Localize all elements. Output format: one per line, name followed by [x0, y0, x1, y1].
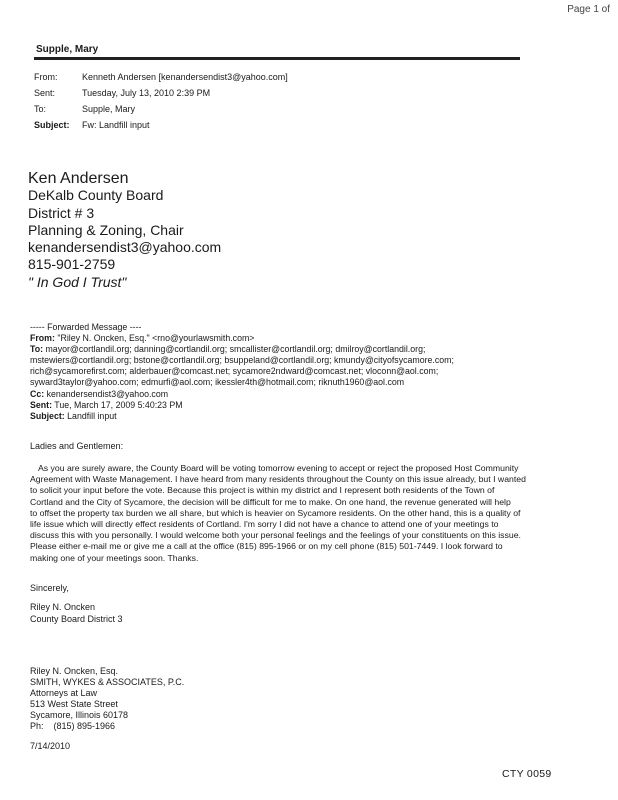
body-line: to solicit your input before the vote. Because this project is within my district and I represent both residents of the Town of — [30, 485, 495, 496]
signature-name: Ken Andersen — [28, 170, 129, 187]
salutation: Ladies and Gentlemen: — [30, 441, 124, 451]
header-to-label: To: — [34, 104, 47, 114]
sign-off: Sincerely, — [30, 583, 69, 593]
forwarded-cc-value: kenandersendist3@yahoo.com — [46, 388, 169, 399]
bates-number: CTY 0059 — [502, 768, 552, 780]
closing-title: County Board District 3 — [30, 613, 123, 624]
forwarded-header — [30, 322, 454, 422]
header-sent-row — [34, 88, 210, 98]
forwarded-to-line: rich@sycamorefirst.com; alderbauer@comcast.net; sycamore2ndward@comcast.net; vloconn@aol.com; — [30, 366, 439, 377]
forwarded-to-row — [30, 344, 454, 355]
body-line: making one of your meetings soon. Thanks. — [30, 552, 199, 563]
firm-phone: Ph: (815) 895-1966 — [30, 721, 116, 731]
header-sent-label: Sent: — [34, 88, 56, 98]
body-line: life issue which will directly effect residents of Cortland. I'm sorry I did not have a chance to attend one of your meetings to — [30, 519, 499, 530]
signature-line: District # 3 — [28, 204, 95, 221]
header-subject-row — [34, 120, 150, 130]
body-line: Cortland and the City of Sycamore, the decision will be difficult for me to make. On one hand, the revenue generated will help — [30, 496, 511, 507]
header-from-value: Kenneth Andersen [kenandersendist3@yahoo.com] — [82, 72, 288, 82]
signature-phone: 815-901-2759 — [28, 256, 116, 273]
forwarded-cc-label: Cc: — [30, 388, 45, 399]
firm-line: Attorneys at Law — [30, 688, 98, 698]
signature-line: DeKalb County Board — [28, 187, 164, 204]
firm-signature — [30, 666, 184, 732]
firm-line: SMITH, WYKES & ASSOCIATES, P.C. — [30, 677, 185, 687]
body-line: to offset the property tax burden we all share, but which is heavier on Sycamore residents. On the other hand, this is a quality of — [30, 507, 521, 518]
forwarded-to-line: syward3taylor@yahoo.com; edmurfi@aol.com; ikessler4th@hotmail.com; riknuth1960@aol.com — [30, 377, 405, 388]
header-sent-value: Tuesday, July 13, 2010 2:39 PM — [82, 88, 211, 98]
forwarded-to-line: mayor@cortlandil.org; danning@cortlandil.org; smcallister@cortlandil.org; dmilroy@cortlandil.org; — [45, 344, 426, 355]
forwarded-from-value: "Riley N. Oncken, Esq." <rno@yourlawsmith.com> — [57, 333, 255, 344]
forwarded-sent-value: Tue, March 17, 2009 5:40:23 PM — [54, 399, 183, 410]
header-divider — [34, 57, 520, 60]
closing-name: Riley N. Oncken — [30, 602, 96, 612]
header-from-label: From: — [34, 72, 58, 82]
signature-line: Planning & Zoning, Chair — [28, 221, 184, 238]
forwarded-from-label: From: — [30, 333, 55, 344]
header-to-value: Supple, Mary — [82, 104, 136, 114]
forwarded-to-line: mstewiers@cortlandil.org; bstone@cortlandil.org; bsuppeland@cortlandil.org; kmundy@cityofsycamore.com; — [30, 355, 454, 366]
header-to-row — [34, 104, 135, 114]
forwarded-to-label: To: — [30, 344, 44, 355]
body-line: Agreement with Waste Management. I have heard from many residents throughout the County on this issue already, but I wanted — [30, 474, 526, 485]
message-body — [30, 463, 598, 564]
header-subject-label: Subject: — [34, 120, 70, 130]
firm-line: 513 West State Street — [30, 699, 118, 709]
body-line: As you are surely aware, the County Board will be voting tomorrow evening to accept or reject the proposed Host Community — [38, 463, 519, 473]
page-number: Page 1 of — [567, 4, 610, 15]
forwarded-subject-value: Landfill input — [67, 410, 117, 421]
body-line: Please either e-mail me or give me a call at the office (815) 895-1966 or on my cell phone (815) 501-7449. I look forward to — [30, 541, 503, 552]
firm-line: Riley N. Oncken, Esq. — [30, 666, 119, 676]
forwarded-divider: ----- Forwarded Message ---- — [30, 322, 142, 332]
closing-signature — [30, 602, 123, 625]
forwarded-subject-label: Subject: — [30, 410, 65, 421]
forwarded-cc-row — [30, 389, 454, 400]
header-recipient-name: Supple, Mary — [36, 44, 99, 55]
signature-block — [28, 170, 221, 291]
forwarded-subject-row — [30, 411, 454, 422]
forwarded-sent-label: Sent: — [30, 399, 52, 410]
header-subject-value: Fw: Landfill input — [82, 120, 150, 130]
forwarded-from-row — [30, 333, 454, 344]
document-date: 7/14/2010 — [30, 741, 71, 751]
header-from-row — [34, 72, 288, 82]
firm-line: Sycamore, Illinois 60178 — [30, 710, 129, 720]
forwarded-sent-row — [30, 400, 454, 411]
signature-motto: " In God I Trust" — [28, 273, 127, 290]
signature-email: kenandersendist3@yahoo.com — [28, 239, 222, 256]
body-line: discuss this with you personally. I would welcome both your personal feelings and the feelings of your constituents on this issue. — [30, 530, 521, 541]
